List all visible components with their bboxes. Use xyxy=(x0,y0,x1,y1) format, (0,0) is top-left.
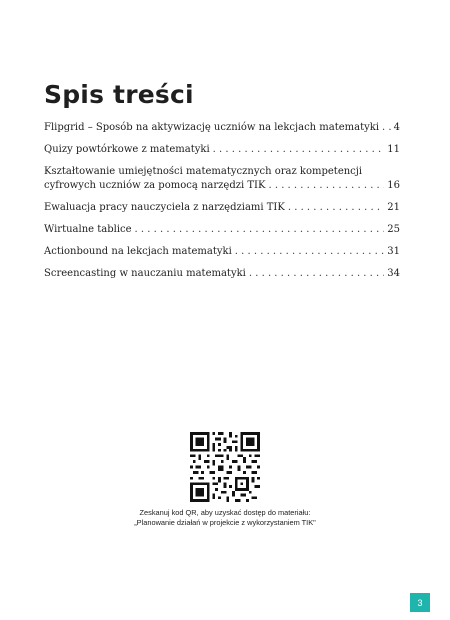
toc-entry-page: 4 xyxy=(393,122,400,133)
toc-entry[interactable] xyxy=(44,165,400,193)
qr-caption-line2: „Planowanie działań w projekcie z wykorzystaniem TIK" xyxy=(134,518,316,527)
toc-leader-dots xyxy=(268,179,384,193)
qr-caption-line1: Zeskanuj kod QR, aby uzyskać dostęp do materiału: xyxy=(139,508,311,517)
toc-entry-title: Flipgrid – Sposób na aktywizację uczniów na lekcjach matematyki xyxy=(44,122,380,133)
toc-leader-dots xyxy=(135,223,385,237)
page-number-badge: 3 xyxy=(410,593,430,612)
toc-entry-page: 25 xyxy=(387,224,400,235)
qr-code-icon[interactable] xyxy=(190,432,260,502)
toc-leader-dots xyxy=(213,143,385,157)
toc-entry[interactable] xyxy=(44,201,400,215)
toc-entry-page: 16 xyxy=(387,180,400,191)
toc-leader-dots xyxy=(382,121,391,135)
toc-entry[interactable] xyxy=(44,245,400,259)
toc-entry-title: Ewaluacja pracy nauczyciela z narzędziami TIK xyxy=(44,202,285,213)
toc-leader-dots xyxy=(288,201,384,215)
toc-entry-page: 31 xyxy=(387,246,400,257)
toc-entry-title: Actionbound na lekcjach matematyki xyxy=(44,246,232,257)
toc-entry-title: Wirtualne tablice xyxy=(44,224,132,235)
toc-entry[interactable] xyxy=(44,223,400,237)
table-of-contents xyxy=(44,121,400,289)
toc-entry-title: Screencasting w nauczaniu matematyki xyxy=(44,268,246,279)
toc-entry-page: 11 xyxy=(387,144,400,155)
toc-entry-title: Quizy powtórkowe z matematyki xyxy=(44,144,210,155)
page-title: Spis treści xyxy=(44,80,194,109)
toc-leader-dots xyxy=(235,245,384,259)
toc-entry[interactable] xyxy=(44,267,400,281)
toc-entry-title-cont: cyfrowych uczniów za pomocą narzędzi TIK xyxy=(44,180,266,191)
toc-entry[interactable] xyxy=(44,121,400,135)
toc-entry-page: 34 xyxy=(387,268,400,279)
toc-entry[interactable] xyxy=(44,143,400,157)
toc-leader-dots xyxy=(249,267,384,281)
toc-entry-title: Kształtowanie umiejętności matematycznych oraz kompetencji xyxy=(44,166,363,177)
toc-entry-page: 21 xyxy=(387,202,400,213)
